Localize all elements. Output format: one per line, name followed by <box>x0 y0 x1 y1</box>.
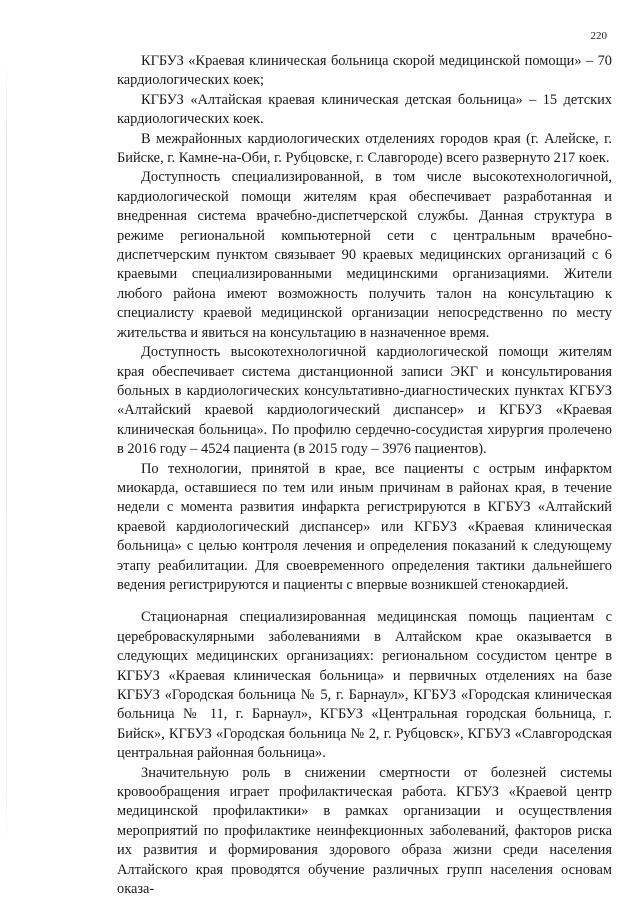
paragraph-cerebrovascular-care: Стационарная специализированная медицинская помощь пациентам с цереброваскулярными заболеваниями в Алтайском крае оказывается в следующих медицинских организациях: региональном сосудистом центре в КГБУЗ «Краевая клиническая больница» и первичных отделениях на базе КГБУЗ «Городская больница № 5, г. Барнаул», КГБУЗ «Городская клиническая больница № 11, г. Барнаул», КГБУЗ «Центральная городская больница, г. Бийск», КГБУЗ «Городская больница № 2, г. Рубцовск», КГБУЗ «Славгородская центральная районная больница». <box>117 609 612 762</box>
paragraph-beds-children-hospital: КГБУЗ «Алтайская краевая клиническая детская больница» – 15 детских кардиологических коек. <box>117 91 612 128</box>
paragraph-interdistrict-departments: В межрайонных кардиологических отделениях городов края (г. Алейске, г. Бийске, г. Камне-на-Оби, г. Рубцовске, г. Славгороде) всего развернуто 217 коек. <box>117 130 612 167</box>
paragraph-infarction-registration: По технологии, принятой в крае, все пациенты с острым инфарктом миокарда, оставшиеся по тем или иным причинам в районах края, в течение недели с момента развития инфаркта регистрируются в КГБУЗ «Алтайский краевой кардиологический диспансер» или КГБУЗ «Краевая клиническая больница» с целью контроля лечения и определения показаний к следующему этапу реабилитации. Для своевременного определения тактики дальнейшего ведения регистрируются и пациенты с впервые возникшей стенокардией. <box>117 460 612 593</box>
page-number: 220 <box>590 30 607 42</box>
paragraph-prevention-work: Значительную роль в снижении смертности от болезней системы кровообращения играет профилактическая работа. КГБУЗ «Краевой центр медицинской профилактики» в рамках организации и осуществления мероприятий по профилактике неинфекционных заболеваний, факторов риска их развития и формирования здорового образа жизни среди населения Алтайского края проводятся обучение различных групп населения основам оказа- <box>117 764 612 898</box>
paragraph-beds-emergency-hospital: КГБУЗ «Краевая клиническая больница скорой медицинской помощи» – 70 кардиологических коек; <box>117 53 612 89</box>
paragraph-dispatch-service: Доступность специализированной, в том числе высокотехнологичной, кардиологической помощи жителям края обеспечивает разработанная и внедренная система врачебно-диспетчерской службы. Данная структура в режиме региональной компьютерной сети с центральным врачебно-диспетчерским пунктом связывает 90 краевых медицинских организаций с 6 краевыми специализированными медицинскими организациями. Жители любого района имеют возможность получить талон на консультацию к специалисту краевой медицинской организации непосредственно по месту жительства и явиться на консультацию в назначенное время. <box>117 169 612 341</box>
document-body <box>117 52 612 899</box>
paragraph-ecg-remote-recording: Доступность высокотехнологичной кардиологической помощи жителям края обеспечивает система дистанционной записи ЭКГ и консультирования больных в кардиологических консультативно-диагностических пунктах КГБУЗ «Алтайский краевой кардиологический диспансер» и КГБУЗ «Краевая клиническая больница». По профилю сердечно-сосудистая хирургия пролечено в 2016 году – 4524 пациента (в 2015 году – 3976 пациентов). <box>117 344 612 458</box>
scan-edge-shadow <box>6 60 7 850</box>
